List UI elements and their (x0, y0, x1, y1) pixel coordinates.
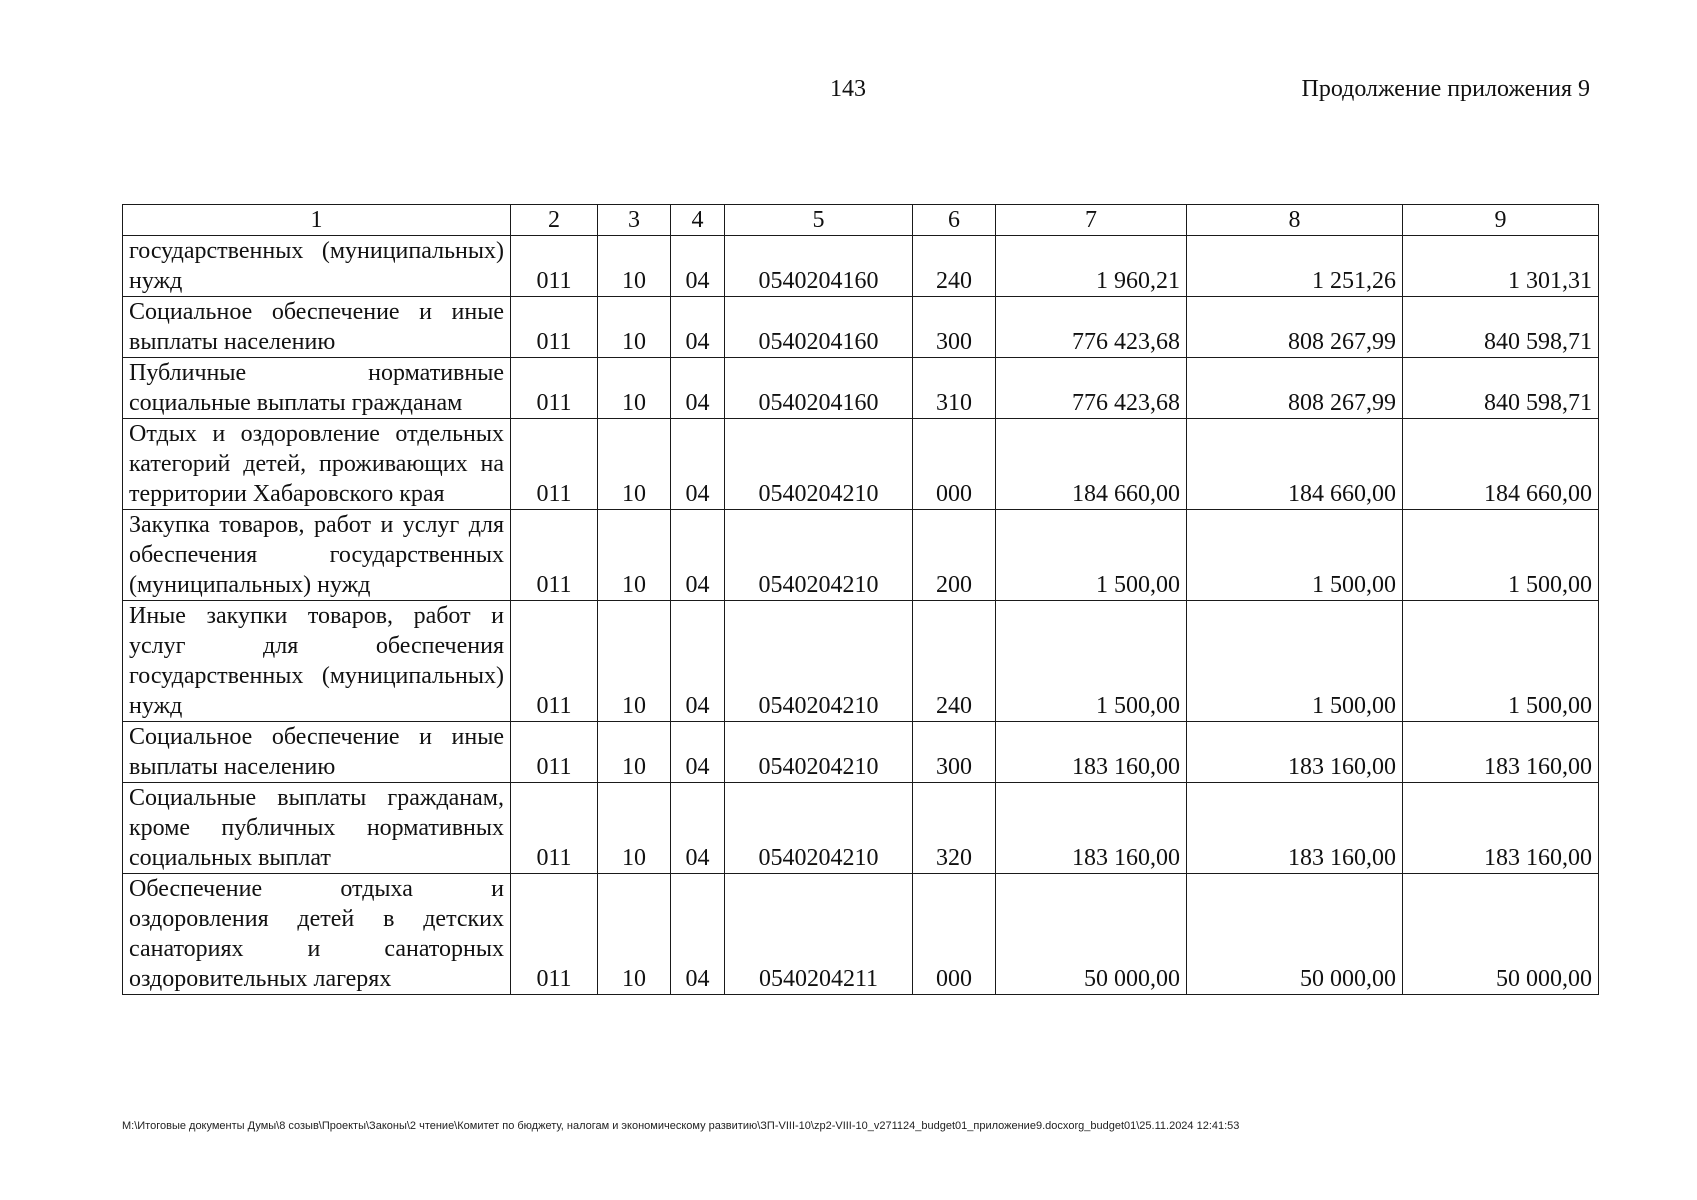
table-row (123, 874, 1599, 995)
cell-col4: 04 (671, 297, 725, 358)
cell-col2: 011 (511, 783, 598, 874)
cell-col8: 50 000,00 (1187, 874, 1403, 995)
cell-col5: 0540204210 (725, 419, 913, 510)
cell-col7: 183 160,00 (996, 722, 1187, 783)
cell-col4: 04 (671, 358, 725, 419)
cell-col6: 240 (913, 601, 996, 722)
cell-col9: 183 160,00 (1403, 783, 1599, 874)
table-row (123, 510, 1599, 601)
cell-col4: 04 (671, 510, 725, 601)
column-header-2: 2 (511, 205, 598, 236)
row-name: Иные закупки товаров, работ и услуг для обеспечения государственных (муниципальных) нужд (123, 601, 511, 722)
cell-col3: 10 (598, 510, 671, 601)
cell-col4: 04 (671, 601, 725, 722)
cell-col5: 0540204210 (725, 510, 913, 601)
cell-col5: 0540204210 (725, 722, 913, 783)
cell-col2: 011 (511, 358, 598, 419)
cell-col4: 04 (671, 722, 725, 783)
table-row (123, 236, 1599, 297)
cell-col5: 0540204210 (725, 601, 913, 722)
cell-col6: 300 (913, 722, 996, 783)
cell-col2: 011 (511, 297, 598, 358)
cell-col5: 0540204210 (725, 783, 913, 874)
row-name: Обеспечение отдыха и оздоровления детей в детских санаториях и санаторных оздоровительных лагерях (123, 874, 511, 995)
document-file-path: M:\Итоговые документы Думы\8 созыв\Проекты\Законы\2 чтение\Комитет по бюджету, налогам и экономическому развитию\ЗП-VIII-10\zp2-VIII-10_v271124_budget01_приложение9.docxorg_budget01\25.11.2024 12:41:53 (122, 1120, 1240, 1132)
cell-col3: 10 (598, 358, 671, 419)
cell-col5: 0540204160 (725, 236, 913, 297)
row-name: Отдых и оздоровление отдельных категорий детей, проживающих на территории Хабаровского края (123, 419, 511, 510)
cell-col4: 04 (671, 783, 725, 874)
cell-col7: 776 423,68 (996, 358, 1187, 419)
cell-col7: 183 160,00 (996, 783, 1187, 874)
column-header-8: 8 (1187, 205, 1403, 236)
appendix-continuation-label: Продолжение приложения 9 (1301, 76, 1590, 102)
cell-col8: 1 500,00 (1187, 510, 1403, 601)
table-row (123, 722, 1599, 783)
cell-col2: 011 (511, 419, 598, 510)
cell-col8: 184 660,00 (1187, 419, 1403, 510)
cell-col3: 10 (598, 236, 671, 297)
cell-col2: 011 (511, 601, 598, 722)
cell-col8: 808 267,99 (1187, 358, 1403, 419)
cell-col4: 04 (671, 419, 725, 510)
cell-col6: 000 (913, 874, 996, 995)
cell-col6: 300 (913, 297, 996, 358)
cell-col2: 011 (511, 510, 598, 601)
row-name: государственных (муниципальных) нужд (123, 236, 511, 297)
cell-col4: 04 (671, 874, 725, 995)
column-header-4: 4 (671, 205, 725, 236)
cell-col3: 10 (598, 874, 671, 995)
cell-col9: 183 160,00 (1403, 722, 1599, 783)
cell-col5: 0540204211 (725, 874, 913, 995)
cell-col3: 10 (598, 722, 671, 783)
table-row (123, 419, 1599, 510)
page-number: 143 (830, 76, 866, 102)
cell-col5: 0540204160 (725, 297, 913, 358)
cell-col2: 011 (511, 722, 598, 783)
cell-col6: 240 (913, 236, 996, 297)
cell-col2: 011 (511, 874, 598, 995)
row-name: Социальные выплаты гражданам, кроме публичных нормативных социальных выплат (123, 783, 511, 874)
table-row (123, 783, 1599, 874)
column-header-3: 3 (598, 205, 671, 236)
table-row (123, 601, 1599, 722)
cell-col9: 1 500,00 (1403, 510, 1599, 601)
cell-col7: 1 500,00 (996, 601, 1187, 722)
cell-col3: 10 (598, 601, 671, 722)
column-header-5: 5 (725, 205, 913, 236)
table-row (123, 358, 1599, 419)
cell-col7: 184 660,00 (996, 419, 1187, 510)
column-header-row (123, 205, 1599, 236)
column-header-6: 6 (913, 205, 996, 236)
cell-col2: 011 (511, 236, 598, 297)
cell-col9: 184 660,00 (1403, 419, 1599, 510)
cell-col3: 10 (598, 297, 671, 358)
cell-col8: 808 267,99 (1187, 297, 1403, 358)
cell-col8: 1 251,26 (1187, 236, 1403, 297)
column-header-9: 9 (1403, 205, 1599, 236)
cell-col8: 183 160,00 (1187, 783, 1403, 874)
row-name: Закупка товаров, работ и услуг для обеспечения государственных (муниципальных) нужд (123, 510, 511, 601)
column-header-1: 1 (123, 205, 511, 236)
cell-col3: 10 (598, 783, 671, 874)
cell-col4: 04 (671, 236, 725, 297)
budget-table (122, 204, 1599, 995)
cell-col3: 10 (598, 419, 671, 510)
cell-col7: 1 960,21 (996, 236, 1187, 297)
row-name: Социальное обеспечение и иные выплаты населению (123, 297, 511, 358)
cell-col9: 840 598,71 (1403, 297, 1599, 358)
column-header-7: 7 (996, 205, 1187, 236)
cell-col9: 1 301,31 (1403, 236, 1599, 297)
cell-col6: 310 (913, 358, 996, 419)
cell-col9: 1 500,00 (1403, 601, 1599, 722)
cell-col5: 0540204160 (725, 358, 913, 419)
cell-col6: 320 (913, 783, 996, 874)
table-row (123, 297, 1599, 358)
cell-col6: 200 (913, 510, 996, 601)
row-name: Публичные нормативные социальные выплаты гражданам (123, 358, 511, 419)
cell-col8: 183 160,00 (1187, 722, 1403, 783)
cell-col6: 000 (913, 419, 996, 510)
cell-col8: 1 500,00 (1187, 601, 1403, 722)
cell-col9: 840 598,71 (1403, 358, 1599, 419)
cell-col7: 1 500,00 (996, 510, 1187, 601)
row-name: Социальное обеспечение и иные выплаты населению (123, 722, 511, 783)
cell-col7: 50 000,00 (996, 874, 1187, 995)
cell-col7: 776 423,68 (996, 297, 1187, 358)
cell-col9: 50 000,00 (1403, 874, 1599, 995)
